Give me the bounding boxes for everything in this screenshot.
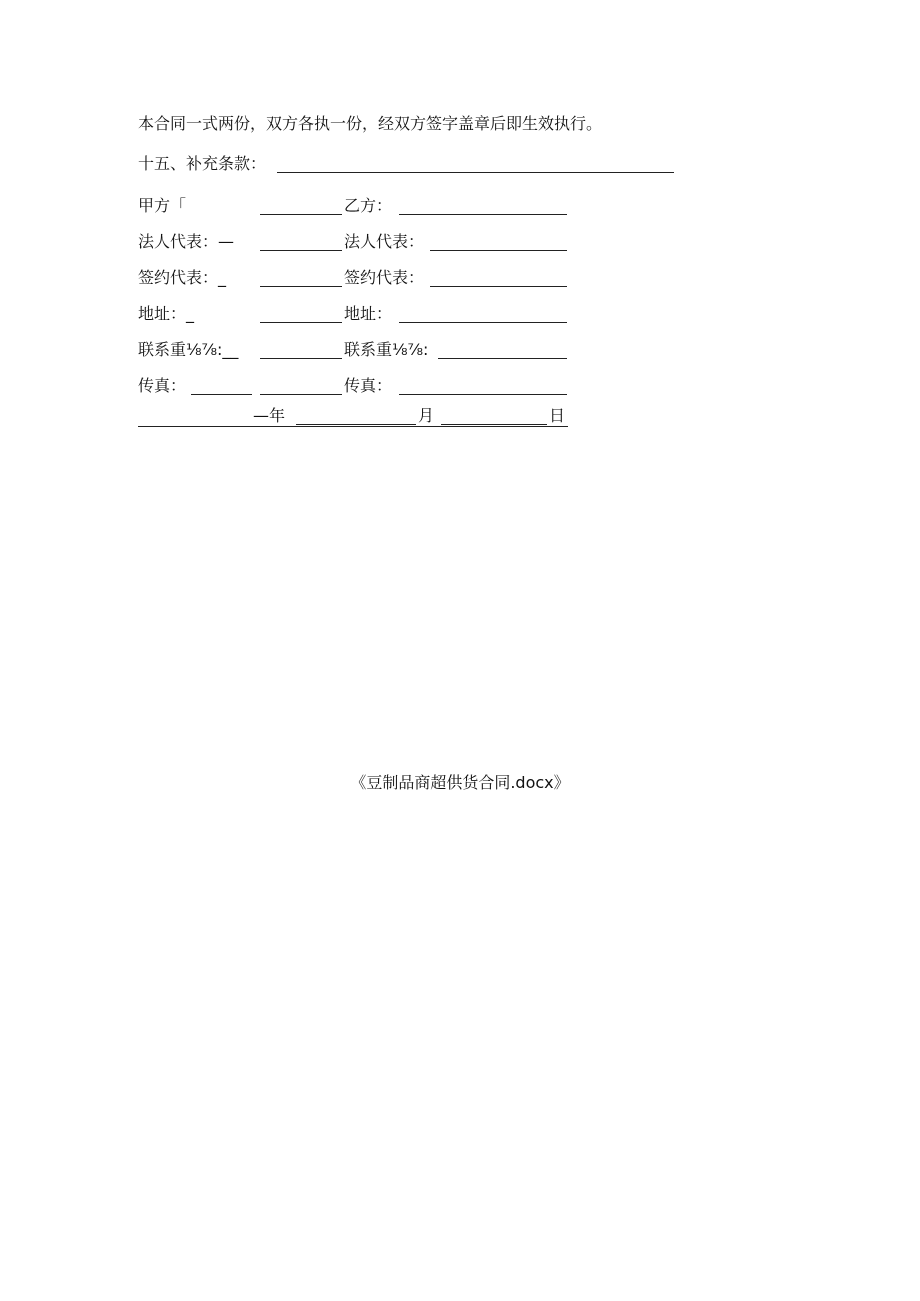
fax-a-label: 传真： (138, 376, 187, 395)
legal-rep-a-label: 法人代表：— (138, 232, 235, 251)
party-b-blank (399, 214, 567, 215)
signing-rep-b-blank (430, 286, 567, 287)
address-a-blank (260, 322, 342, 323)
party-a-blank (260, 214, 342, 215)
fax-b-blank (399, 394, 567, 395)
year-label: —年 (253, 406, 286, 425)
effect-clause: 本合同一式两份，双方各执一份，经双方签字盖章后即生效执行。 (138, 114, 603, 133)
party-b-label: 乙方： (344, 196, 393, 215)
month-blank (296, 424, 416, 425)
fax-b-label: 传真： (344, 376, 393, 395)
signing-rep-b-label: 签约代表： (344, 268, 425, 287)
supplement-label: 十五、补充条款： (138, 154, 267, 173)
legal-rep-b-blank (430, 250, 567, 251)
document-file-name: 《豆制品商超供货合同.docx》 (350, 773, 570, 792)
month-label: 月 (418, 406, 435, 425)
signing-rep-a-label: 签约代表：_ (138, 268, 227, 287)
contact-b-label: 联系重⅛⅞: (344, 340, 429, 359)
contact-a-blank (260, 358, 342, 359)
address-b-label: 地址： (344, 304, 393, 323)
address-b-blank (399, 322, 567, 323)
contact-a-label: 联系重⅛⅞:__ (138, 340, 239, 359)
address-a-label: 地址：_ (138, 304, 195, 323)
fax-a-short-blank (191, 394, 252, 395)
party-a-label: 甲方「 (138, 196, 187, 215)
legal-rep-a-blank (260, 250, 342, 251)
legal-rep-b-label: 法人代表： (344, 232, 425, 251)
date-baseline (138, 426, 568, 427)
day-blank (441, 424, 547, 425)
supplement-blank (277, 172, 674, 173)
contact-b-blank (438, 358, 567, 359)
day-label: 日 (549, 406, 566, 425)
fax-a-blank (260, 394, 342, 395)
signing-rep-a-blank (260, 286, 342, 287)
